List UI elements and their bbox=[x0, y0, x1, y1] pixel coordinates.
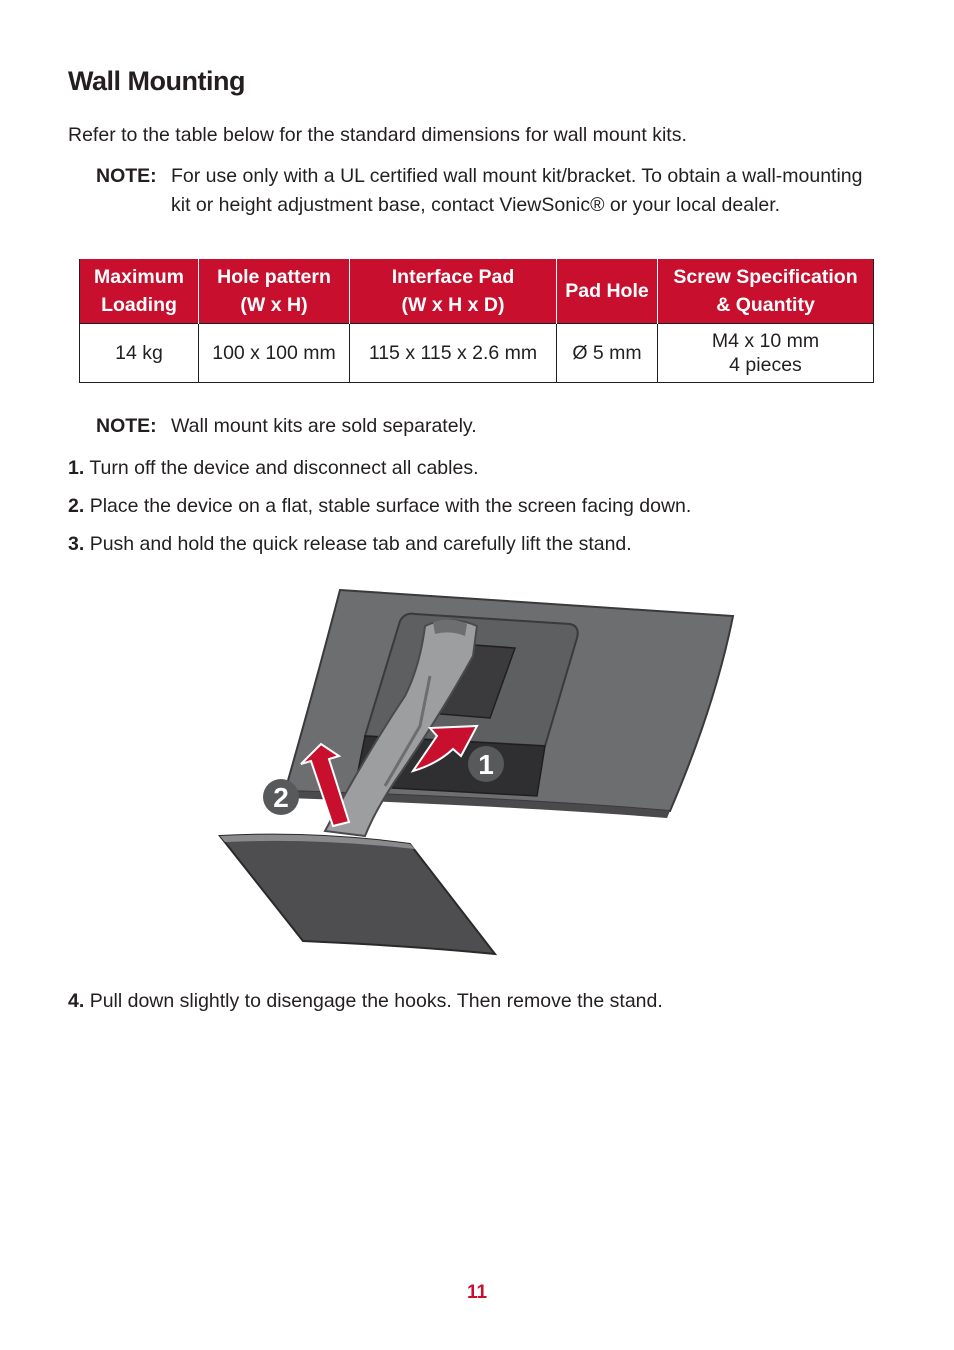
note-text: Wall mount kits are sold separately. bbox=[171, 415, 477, 437]
header-line: Maximum bbox=[94, 266, 184, 288]
step-text: Push and hold the quick release tab and carefully lift the stand. bbox=[89, 533, 632, 555]
list-item bbox=[68, 990, 663, 1013]
callout-2-label: 2 bbox=[273, 782, 289, 813]
step-number: 1. bbox=[68, 457, 85, 479]
cell-screw-spec bbox=[658, 324, 874, 383]
step-number: 3. bbox=[68, 533, 85, 555]
header-screw-spec bbox=[658, 259, 874, 324]
cell-max-loading: 14 kg bbox=[80, 324, 199, 383]
note-sold-separately bbox=[96, 415, 477, 438]
header-line: Screw Specification bbox=[673, 266, 858, 288]
page-title: Wall Mounting bbox=[68, 66, 245, 96]
table-row bbox=[80, 324, 874, 383]
intro-text: Refer to the table below for the standard dimensions for wall mount kits. bbox=[68, 124, 687, 146]
header-pad-hole bbox=[557, 259, 658, 324]
step-number: 2. bbox=[68, 495, 85, 517]
table-header-row bbox=[80, 259, 874, 324]
cell-line: 4 pieces bbox=[729, 354, 802, 376]
header-line: Hole pattern bbox=[217, 266, 331, 288]
cell-hole-pattern: 100 x 100 mm bbox=[199, 324, 350, 383]
list-item bbox=[68, 495, 691, 518]
note-text: For use only with a UL certified wall mount kit/bracket. To obtain a wall-mounting kit or height adjustment base, contact ViewSonic® or your local dealer. bbox=[171, 165, 863, 216]
step-text: Place the device on a flat, stable surface with the screen facing down. bbox=[89, 495, 692, 517]
header-max-loading bbox=[80, 259, 199, 324]
note-label: NOTE: bbox=[96, 415, 157, 437]
header-line: Interface Pad bbox=[391, 266, 515, 288]
note-label: NOTE: bbox=[96, 165, 157, 187]
header-line: Pad Hole bbox=[565, 280, 649, 302]
step-text: Turn off the device and disconnect all cables. bbox=[89, 457, 479, 479]
cell-line: M4 x 10 mm bbox=[711, 330, 820, 352]
callout-1-label: 1 bbox=[478, 749, 494, 780]
step-text: Pull down slightly to disengage the hooks. Then remove the stand. bbox=[89, 990, 663, 1012]
header-interface-pad bbox=[350, 259, 557, 324]
note-certified-kit bbox=[96, 162, 886, 220]
step-number: 4. bbox=[68, 990, 85, 1012]
wall-mount-spec-table bbox=[79, 259, 874, 383]
cell-pad-hole: Ø 5 mm bbox=[557, 324, 658, 383]
list-item bbox=[68, 457, 479, 480]
header-line: (W x H x D) bbox=[401, 294, 505, 316]
page-number: 11 bbox=[466, 1282, 488, 1303]
header-line: & Quantity bbox=[716, 294, 815, 316]
cell-interface-pad: 115 x 115 x 2.6 mm bbox=[350, 324, 557, 383]
header-line: (W x H) bbox=[240, 294, 308, 316]
stand-base bbox=[220, 835, 495, 954]
header-hole-pattern bbox=[199, 259, 350, 324]
list-item bbox=[68, 533, 632, 556]
header-line: Loading bbox=[101, 294, 177, 316]
stand-removal-illustration bbox=[215, 586, 740, 966]
